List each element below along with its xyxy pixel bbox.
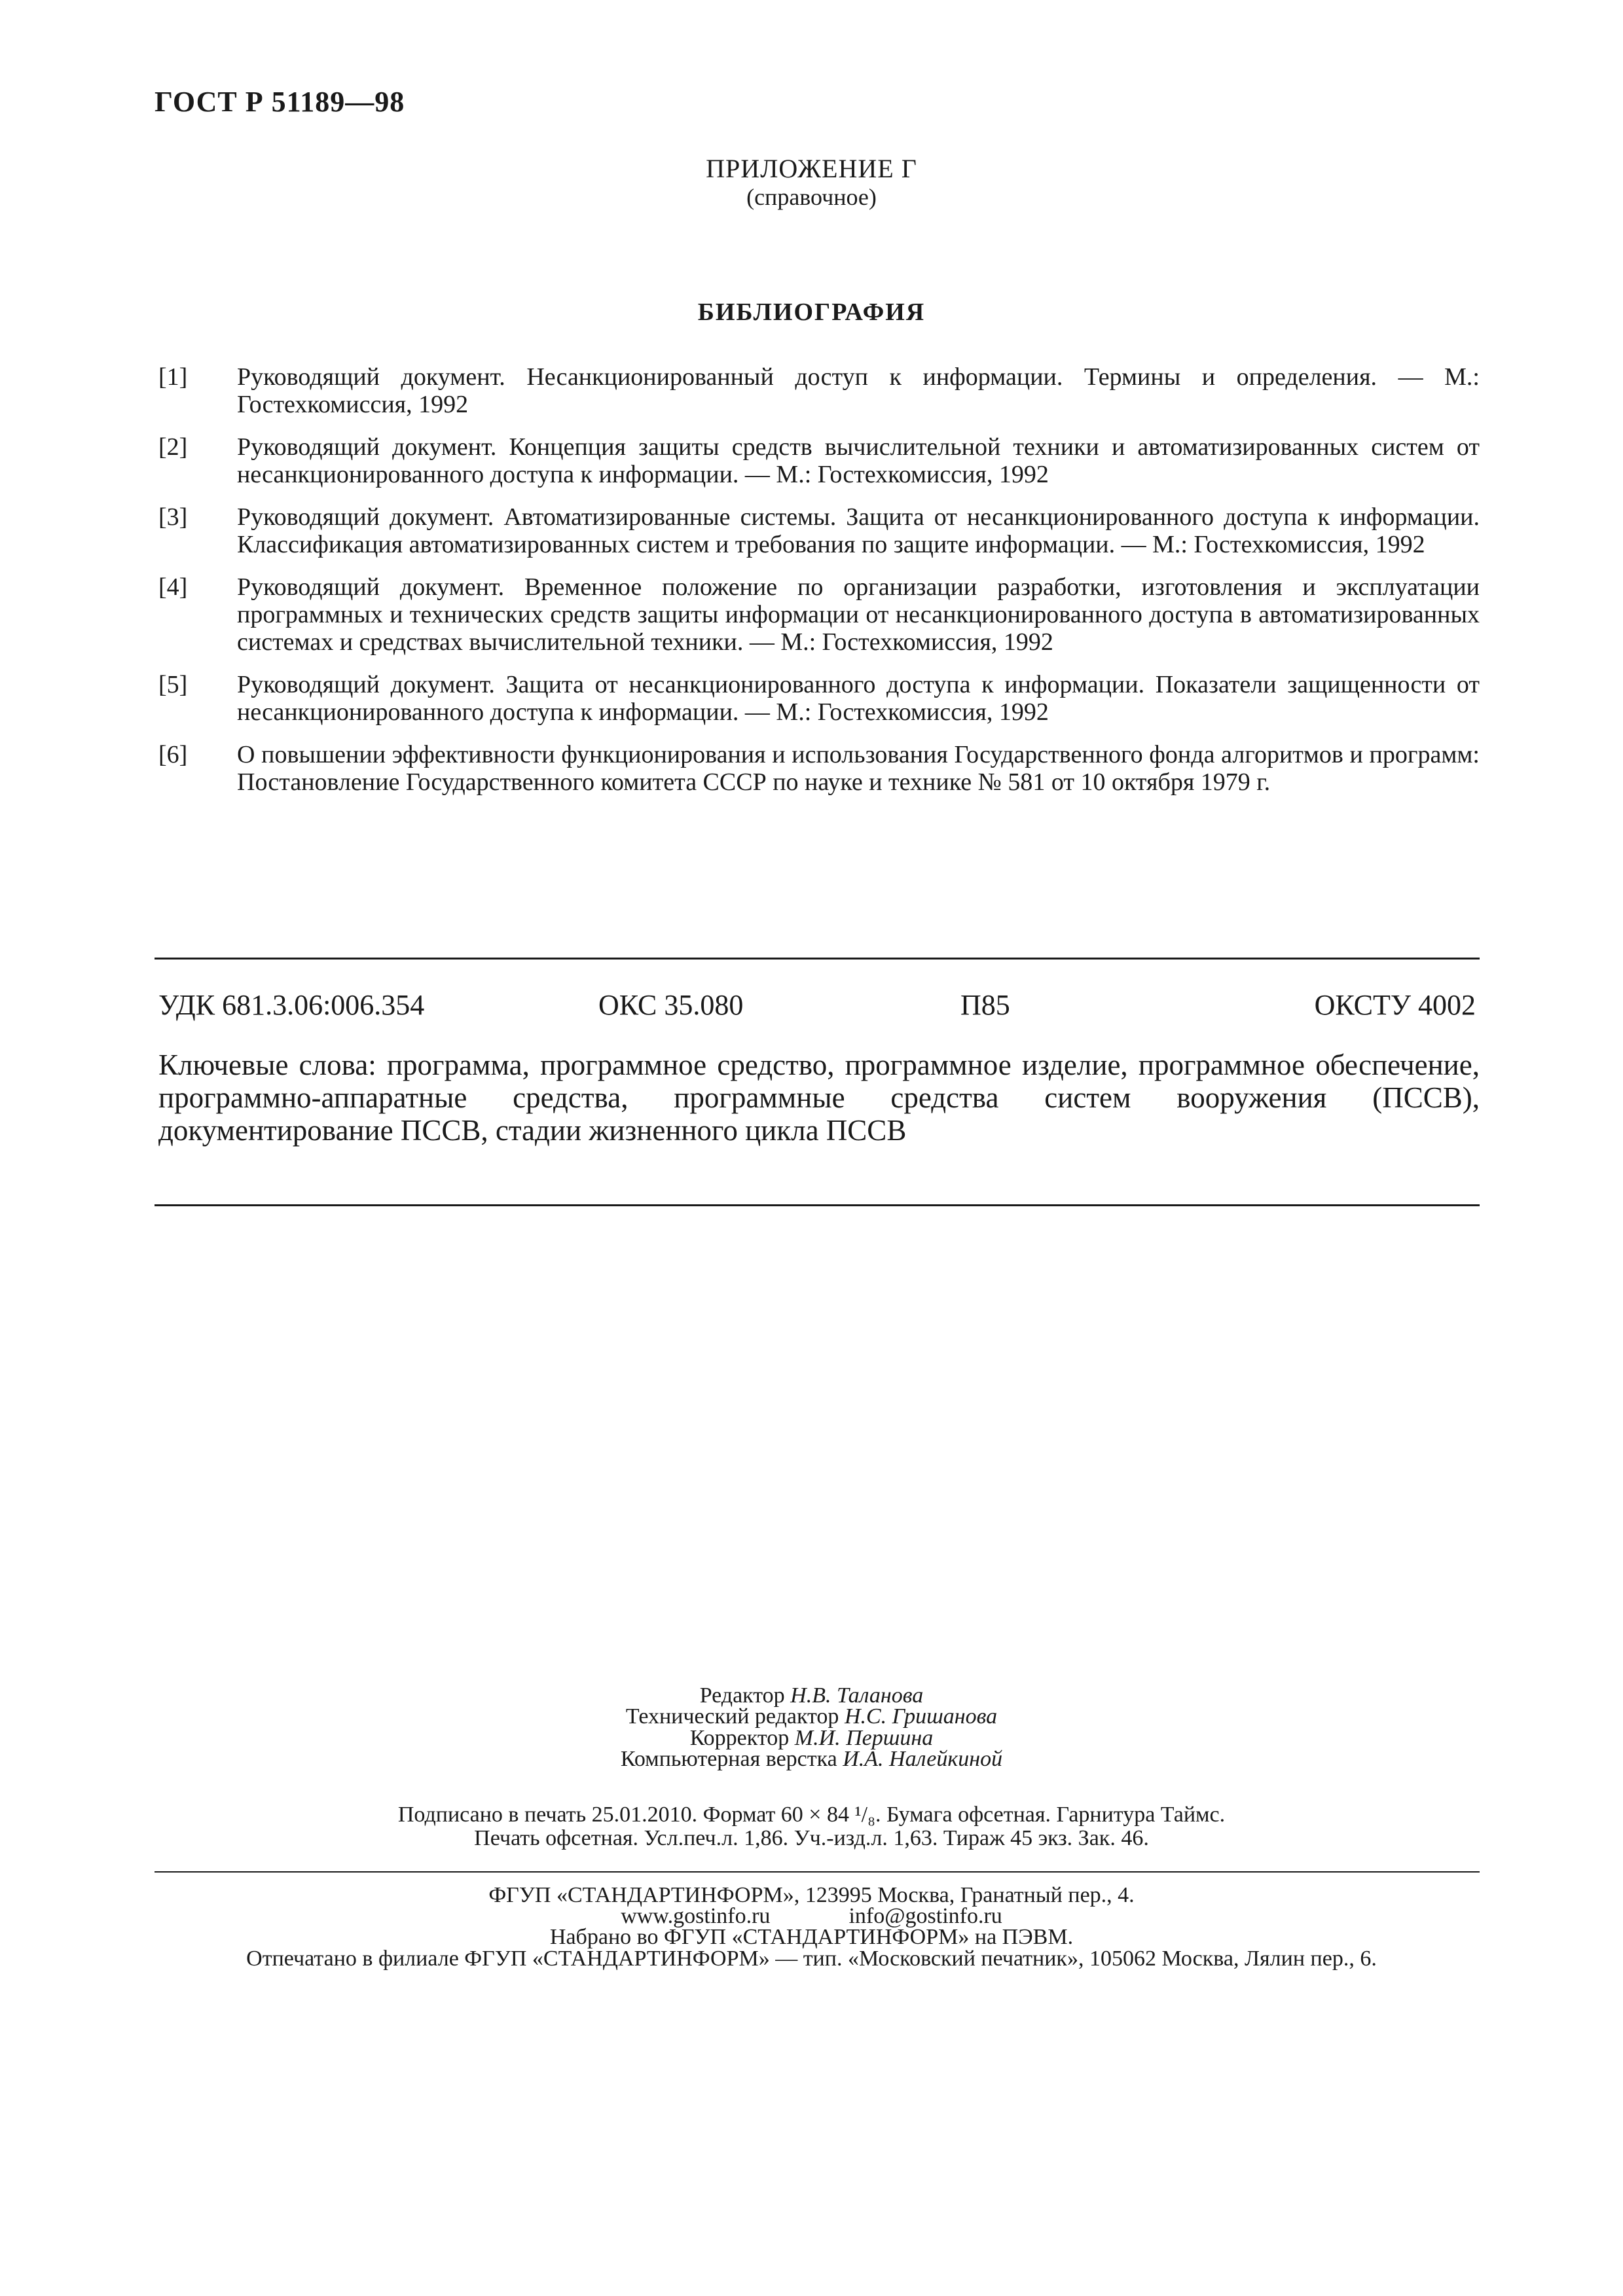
editor-credit [0, 1685, 1623, 1706]
publisher-website: www.gostinfo.ru [621, 1904, 771, 1928]
printed-info: Отпечатано в филиале ФГУП «СТАНДАРТИНФОРМ» — тип. «Московский печатник», 105062 Москва, Лялин пер., 6. [246, 1946, 1377, 1971]
udk-code: УДК 681.3.06:006.354 [158, 989, 425, 1021]
bibliography-number: [5] [158, 671, 188, 698]
bibliography-heading: БИБЛИОГРАФИЯ [697, 298, 926, 326]
bibliography-item [158, 671, 1480, 726]
bibliography-text: Руководящий документ. Концепция защиты средств вычислительной техники и автоматизированных систем от несанкционированного доступа к информации. — М.: Гостехкомиссия, 1992 [237, 433, 1480, 488]
typeset-info: Набрано во ФГУП «СТАНДАРТИНФОРМ» на ПЭВМ. [549, 1925, 1074, 1949]
bibliography-number: [1] [158, 363, 188, 391]
okstu-code: ОКСТУ 4002 [1314, 989, 1476, 1021]
layout-credit [0, 1749, 1623, 1770]
bibliography-list [158, 363, 1480, 811]
bibliography-item [158, 741, 1480, 796]
tech-editor-label: Технический редактор [625, 1704, 839, 1729]
document-code: ГОСТ Р 51189—98 [155, 86, 405, 118]
appendix-title: ПРИЛОЖЕНИЕ Г [706, 154, 917, 183]
bibliography-number: [6] [158, 741, 188, 768]
bibliography-item [158, 573, 1480, 656]
publisher-email: info@gostinfo.ru [848, 1904, 1002, 1928]
oks-code: ОКС 35.080 [598, 989, 744, 1021]
publisher-address: ФГУП «СТАНДАРТИНФОРМ», 123995 Москва, Гранатный пер., 4. [488, 1883, 1135, 1907]
layout-name: И.А. Налейкиной [843, 1747, 1003, 1771]
layout-label: Компьютерная верстка [620, 1747, 837, 1771]
bottom-divider [155, 1871, 1480, 1873]
bibliography-number: [3] [158, 503, 188, 531]
tech-editor-credit [0, 1706, 1623, 1727]
bibliography-number: [4] [158, 573, 188, 601]
print-info-line: Подписано в печать 25.01.2010. Формат 60 × 84 ¹/₈. Бумага офсетная. Гарнитура Таймс. [397, 1803, 1226, 1827]
bibliography-item [158, 503, 1480, 558]
keywords-paragraph: Ключевые слова: программа, программное средство, программное изделие, программное обеспечение, программно-аппаратные средства, программные средства систем вооружения (ПССВ), документирование ПССВ, стадии жизненного цикла ПССВ [158, 1049, 1480, 1147]
publisher-contacts [0, 1906, 1623, 1927]
classification-row [158, 988, 1476, 1028]
bibliography-text: О повышении эффективности функционирования и использования Государственного фонда алгоритмов и программ: Постановление Государственного комитета СССР по науке и технике № 581 от 10 октября 1979 г. [237, 741, 1480, 796]
bibliography-item [158, 433, 1480, 488]
editor-label: Редактор [699, 1683, 785, 1708]
corrector-credit [0, 1728, 1623, 1749]
bibliography-text: Руководящий документ. Автоматизированные системы. Защита от несанкционированного доступа к информации. Классификация автоматизированных систем и требования по защите информации. — М.: Гостехкомиссия, 1992 [237, 503, 1480, 558]
appendix-note: (справочное) [746, 184, 877, 210]
corrector-label: Корректор [689, 1726, 790, 1750]
editor-name: Н.В. Таланова [790, 1683, 924, 1708]
tech-editor-name: Н.С. Гришанова [844, 1704, 998, 1729]
bibliography-text: Руководящий документ. Временное положение по организации разработки, изготовления и эксплуатации программных и технических средств защиты информации от несанкционированного доступа в автоматизированных системах и средствах вычислительной техники. — М.: Гостехкомиссия, 1992 [237, 573, 1480, 656]
bibliography-item [158, 363, 1480, 418]
bibliography-text: Руководящий документ. Несанкционированный доступ к информации. Термины и определения. — М.: Гостехкомиссия, 1992 [237, 363, 1480, 418]
group-code: П85 [960, 989, 1010, 1021]
print-info-line: Печать офсетная. Усл.печ.л. 1,86. Уч.-изд.л. 1,63. Тираж 45 экз. Зак. 46. [474, 1826, 1149, 1850]
bibliography-number: [2] [158, 433, 188, 461]
middle-divider [155, 1204, 1480, 1206]
bibliography-text: Руководящий документ. Защита от несанкционированного доступа к информации. Показатели защищенности от несанкционированного доступа к информации. — М.: Гостехкомиссия, 1992 [237, 671, 1480, 726]
top-divider [155, 958, 1480, 960]
corrector-name: М.И. Першина [794, 1726, 934, 1750]
